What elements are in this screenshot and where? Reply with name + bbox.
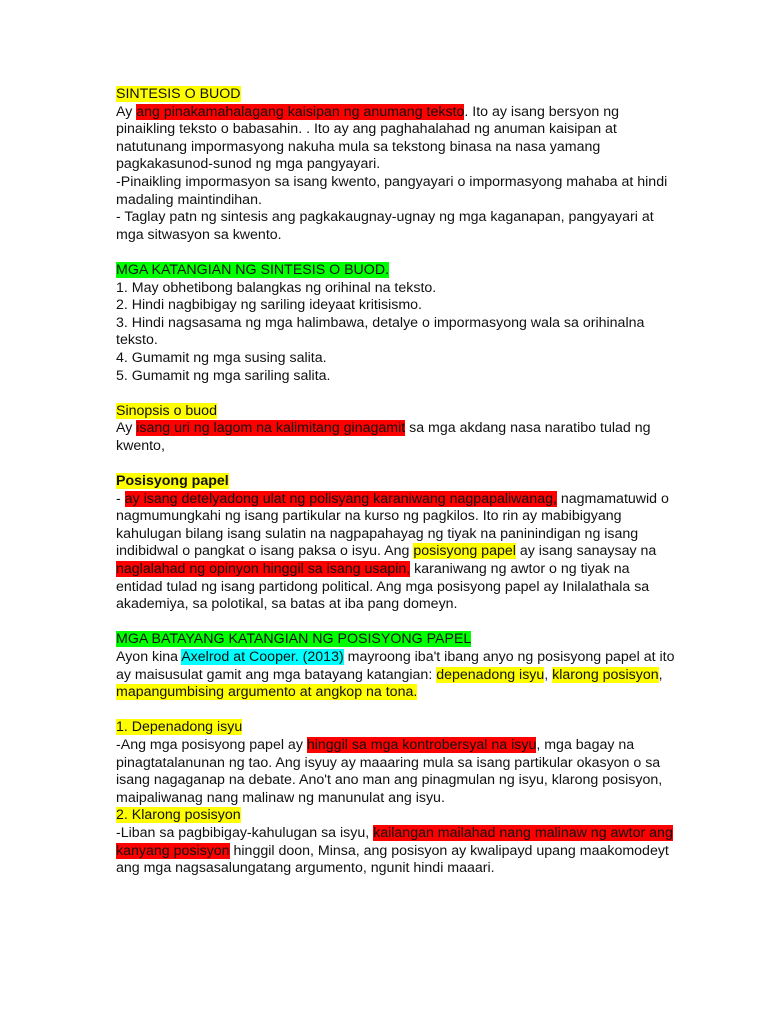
highlighted-text: mapangumbising argumento at angkop na tona. <box>116 684 418 701</box>
spacer <box>116 385 678 403</box>
text-run: karaniwang ng awtor o ng tiyak na entidad tulad ng isang partidong political. Ang mga posisyong papel ay Inilalathala sa akademiya, sa polotikal, sa batas at iba pang domeyn. <box>116 561 650 613</box>
spacer <box>116 455 678 473</box>
highlighted-text: isang uri ng lagom na kalimitang ginagamit <box>136 420 406 437</box>
highlighted-text: naglalahad ng opinyon hinggil sa isang usapin, <box>116 561 411 578</box>
list-item: 2. Hindi nagbibigay ng sariling ideyaat kritisismo. <box>116 297 422 314</box>
text-run: , <box>544 666 553 683</box>
highlighted-text: posisyong papel <box>413 543 516 560</box>
text-run: - <box>116 490 125 507</box>
heading-posisyong-papel: Posisyong papel <box>116 473 229 490</box>
text-run: nagmamatuwid o nagmumungkahi ng isang partikular na kurso ng pagkilos. Ito rin ay mabibigyang kahulugan bilang isang sulatin na nagpapahayag ng tiyak na paninindigan ng isang indibidwal o pangkat o isang paksa o isyu. Ang <box>116 490 669 560</box>
text-run: Ay <box>116 103 137 120</box>
list-item: 4. Gumamit ng mga susing salita. <box>116 349 327 366</box>
highlighted-text: ang pinakamahalagang kaisipan ng anumang teksto <box>136 103 465 120</box>
text-run: , <box>658 666 663 683</box>
spacer <box>116 614 678 632</box>
highlighted-text: hinggil sa mga kontrobersyal na isyu <box>306 736 537 753</box>
heading-mga-katangian: MGA KATANGIAN NG SINTESIS O BUOD. <box>116 261 390 278</box>
text-run: , mga bagay na pinagtatalanunan ng tao. Ang isyuy ay maaaring mula sa isang partikular okasyon o sa isang nagaganap na debate. Ano't ano man ang pinagmulan ng isyu, klarong posisyon, maipaliwanag nang malinaw ng manunulat ang isyu. <box>116 736 663 806</box>
heading-batayang-katangian: MGA BATAYANG KATANGIAN NG POSISYONG PAPEL <box>116 631 472 648</box>
text-run: Ayon kina <box>116 649 182 665</box>
paragraph-sinopsis-definition <box>116 420 678 455</box>
heading-sintesis-o-buod: SINTESIS O BUOD <box>116 86 241 102</box>
text-run: . Ito ay isang bersyon ng pinaikling teksto o babasahin. . Ito ay ang paghahalahad ng anuman kaisipan at natutunang impormasyong nakuha mula sa tekstong binasa na nasa yamang pagkakasunod-sunod ng mga pangyayari. <box>116 103 619 173</box>
paragraph-posisyong-papel-definition <box>116 491 678 614</box>
highlighted-text: klarong posisyon <box>552 666 659 683</box>
heading-depenadong-isyu: 1. Depenadong isyu <box>116 719 243 736</box>
text-run: Ay <box>116 420 137 437</box>
paragraph-klarong-posisyon <box>116 825 678 878</box>
highlighted-text: Axelrod at Cooper. (2013) <box>181 649 344 665</box>
highlighted-text: ay isang detelyadong ulat ng polisyang karaniwang nagpapaliwanag, <box>124 490 557 507</box>
text-run: mayroong iba't ibang anyo ng posisyong papel at ito ay maisusulat gamit ang mga batayang katangian: <box>116 649 675 683</box>
heading-sinopsis-o-buod: Sinopsis o buod <box>116 402 217 419</box>
paragraph-sintesis-point-2: - Taglay patn ng sintesis ang pagkakaugnay-ugnay ng mga kaganapan, pangyayari at mga sitwasyon sa kwento. <box>116 209 654 243</box>
heading-klarong-posisyon: 2. Klarong posisyon <box>116 807 241 824</box>
list-item: 5. Gumamit ng mga sariling salita. <box>116 367 331 384</box>
highlighted-text: depenadong isyu <box>436 666 545 683</box>
list-item: 1. May obhetibong balangkas ng orihinal na teksto. <box>116 279 437 296</box>
text-run: -Liban sa pagbibigay-kahulugan sa isyu, <box>116 824 374 841</box>
text-run: ay isang sanaysay na <box>515 543 657 560</box>
spacer <box>116 702 678 720</box>
paragraph-batayang-katangian <box>116 649 678 702</box>
text-run: sa mga akdang nasa naratibo tulad ng kwento, <box>116 420 651 454</box>
highlighted-text: kailangan mailahad nang malinaw ng awtor ang kanyang posisyon <box>116 824 673 859</box>
text-run: -Ang mga posisyong papel ay <box>116 736 307 753</box>
paragraph-depenadong-isyu <box>116 737 678 807</box>
text-run: hinggil doon, Minsa, ang posisyon ay kwalipayd upang maakomodeyt ang mga nagsasalungatang argumento, ngunit hindi maaari. <box>116 842 669 877</box>
spacer <box>116 244 678 262</box>
paragraph-sintesis-definition <box>116 104 678 174</box>
list-item: 3. Hindi nagsasama ng mga halimbawa, detalye o impormasyong wala sa orihinalna teksto. <box>116 314 645 349</box>
paragraph-sintesis-point-1: -Pinaikling impormasyon sa isang kwento, pangyayari o impormasyong mahaba at hindi madaling maintindihan. <box>116 173 668 208</box>
